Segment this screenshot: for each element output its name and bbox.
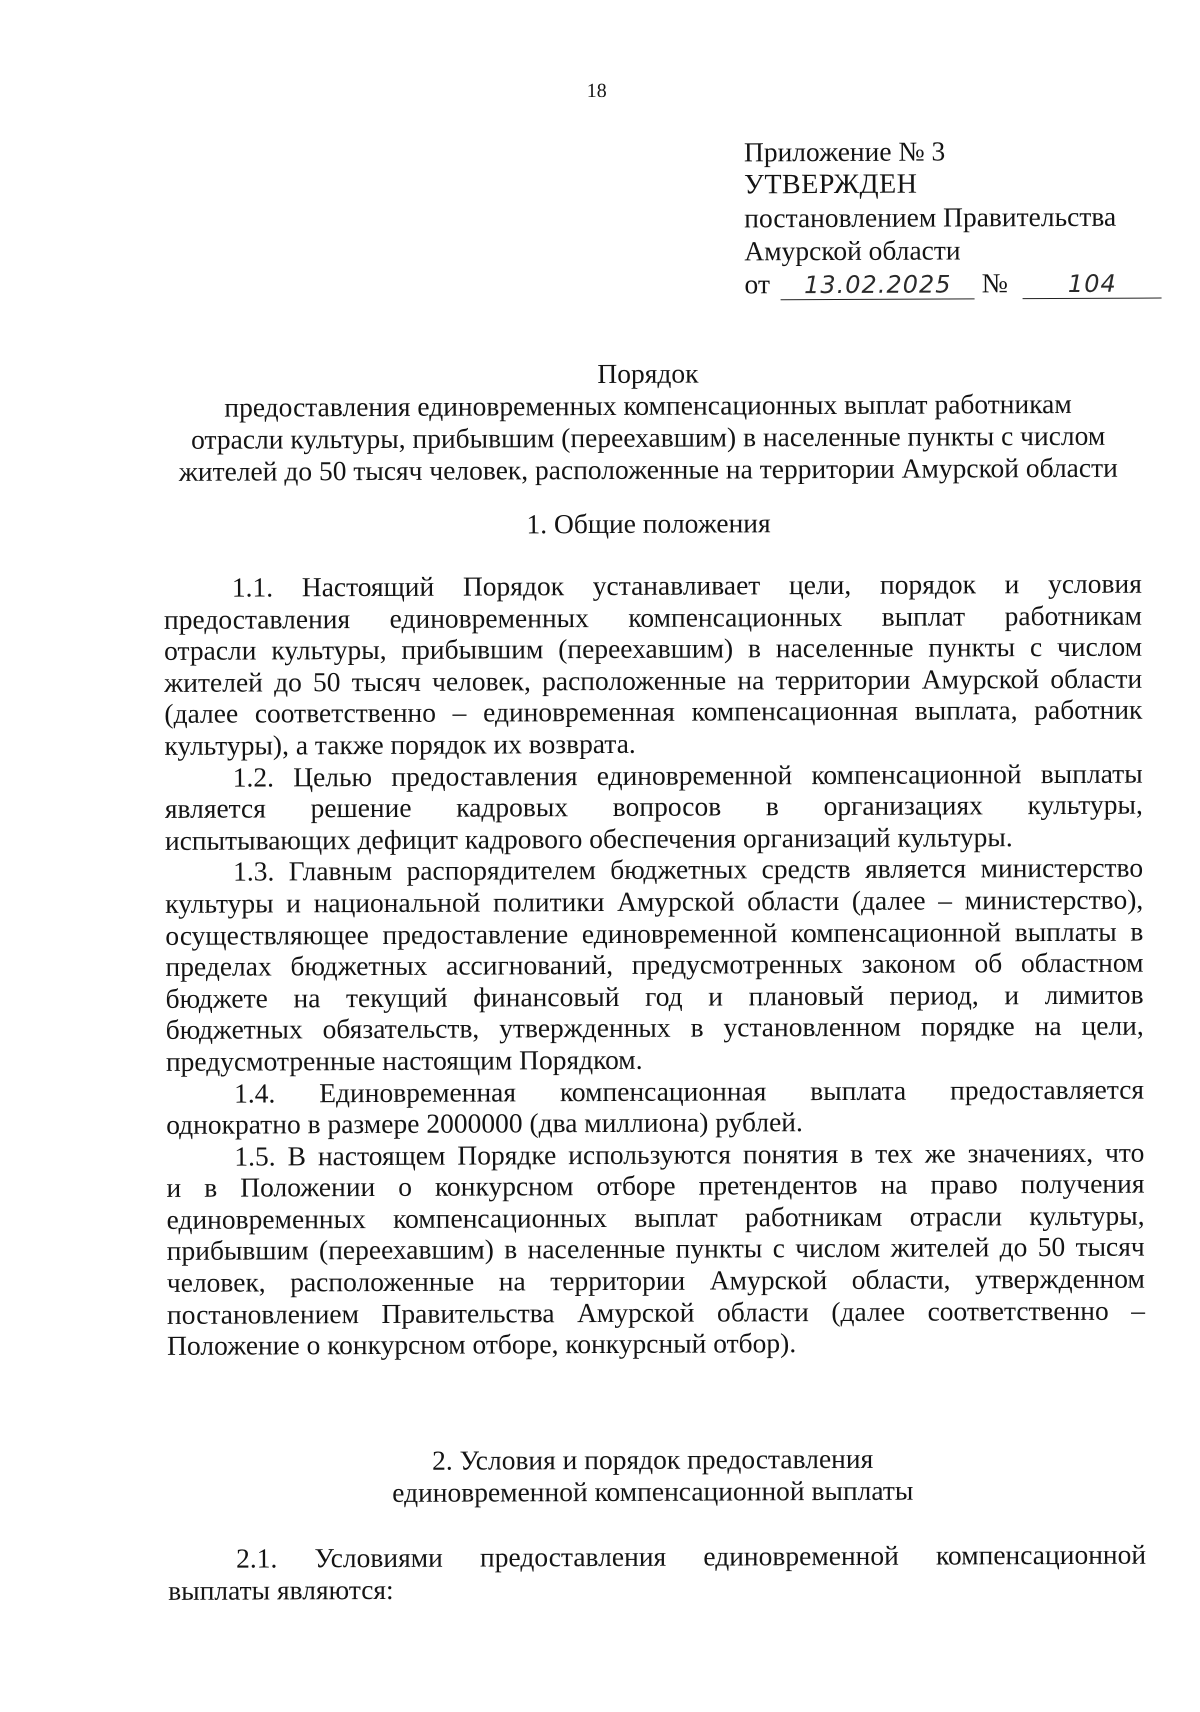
approval-stamp-block [744, 134, 1165, 301]
paragraph-line: бюджетных обязательств, утвержденных в установленном порядке на цели, [165, 1009, 1144, 1046]
title-line-1: предоставления единовременных компенсационных выплат работникам [224, 387, 1072, 423]
paragraph-line: предусмотренные настоящим Порядком. [165, 1043, 643, 1077]
paragraph-line: прибывшим (переехавшим) в населенные пункты с числом жителей до 50 тысяч [166, 1231, 1145, 1267]
document-title [148, 356, 1149, 488]
section-2-heading-line-2: единовременной компенсационной выплаты [392, 1474, 914, 1508]
paragraph-line: человек, расположенные на территории Амурской области, утвержденном [166, 1262, 1145, 1298]
paragraph-line: предоставления единовременных компенсационных выплат работникам [163, 599, 1143, 635]
paragraph-line: выплаты являются: [168, 1573, 394, 1606]
paragraph-line: культуры и национальной политики Амурской области (далее – министерство), [165, 883, 1144, 919]
approved-by-line-1: постановлением Правительства [744, 200, 1117, 234]
appendix-label: Приложение № 3 [743, 135, 946, 168]
handwritten-number: 104 [1023, 270, 1162, 300]
number-sign: № [981, 267, 1008, 299]
paragraph-line: отрасли культуры, прибывшим (переехавшим) в населенные пункты с числом [164, 630, 1143, 667]
paragraph-line: бюджете на текущий финансовый год и плановый период, и лимитов [165, 978, 1144, 1014]
paragraph-line: испытывающих дефицит кадрового обеспечения организаций культуры. [164, 820, 1013, 856]
section-1-body [164, 568, 1145, 1362]
title-line-3: жителей до 50 тысяч человек, расположенные на территории Амурской области [178, 451, 1118, 487]
title-line-2: отрасли культуры, прибывшим (переехавшим) в населенные пункты с числом [191, 419, 1106, 455]
paragraph-line: осуществляющее предоставление единовременной компенсационной выплаты в [165, 915, 1144, 951]
paragraph-line: 1.4. Единовременная компенсационная выплата предоставляется [233, 1073, 1145, 1109]
paragraph-line: Положение о конкурсном отборе, конкурсный отбор). [167, 1327, 797, 1362]
paragraph-line: пределах бюджетных ассигнований, предусмотренных законом об областном [165, 946, 1144, 983]
paragraph-line: 2.1. Условиями предоставления единовременной компенсационной [235, 1538, 1147, 1574]
section-1-heading [148, 506, 1148, 542]
paragraph-line: однократно в размере 2000000 (два миллиона) рублей. [166, 1106, 803, 1140]
section-1-heading-text: 1. Общие положения [526, 507, 771, 540]
section-2-heading [153, 1442, 1153, 1510]
paragraph-line: постановлением Правительства Амурской области (далее соответственно – [166, 1294, 1146, 1330]
paragraph-line: и в Положении о конкурсном отборе претендентов на право получения [166, 1167, 1145, 1204]
paragraph-line: 1.5. В настоящем Порядке используются понятия в тех же значениях, что [234, 1136, 1145, 1172]
page-number: 18 [586, 79, 607, 103]
paragraph-line: культуры), а также порядок их возврата. [164, 727, 636, 761]
paragraph-line: (далее соответственно – единовременная компенсационная выплата, работник [164, 694, 1143, 730]
paragraph-line: 1.3. Главным распорядителем бюджетных средств является министерство [233, 851, 1144, 887]
paragraph-line: жителей до 50 тысяч человек, расположенные на территории Амурской области [164, 662, 1143, 698]
approved-label: УТВЕРЖДЕН [744, 168, 918, 201]
title-heading: Порядок [597, 357, 699, 390]
approval-date-row [744, 266, 1164, 301]
paragraph-line: является решение кадровых вопросов в организациях культуры, [164, 788, 1143, 825]
section-2-heading-line-1: 2. Условия и порядок предоставления [431, 1442, 874, 1476]
date-prefix: от [744, 268, 770, 300]
handwritten-date: 13.02.2025 [781, 270, 975, 300]
section-2-body [168, 1539, 1146, 1606]
paragraph-line: 1.2. Целью предоставления единовременной компенсационной выплаты [232, 757, 1143, 793]
paragraph-line: 1.1. Настоящий Порядок устанавливает цели, порядок и условия [231, 567, 1142, 603]
paragraph-line: единовременных компенсационных выплат работникам отрасли культуры, [166, 1199, 1145, 1235]
approved-by-line-2: Амурской области [744, 234, 961, 267]
